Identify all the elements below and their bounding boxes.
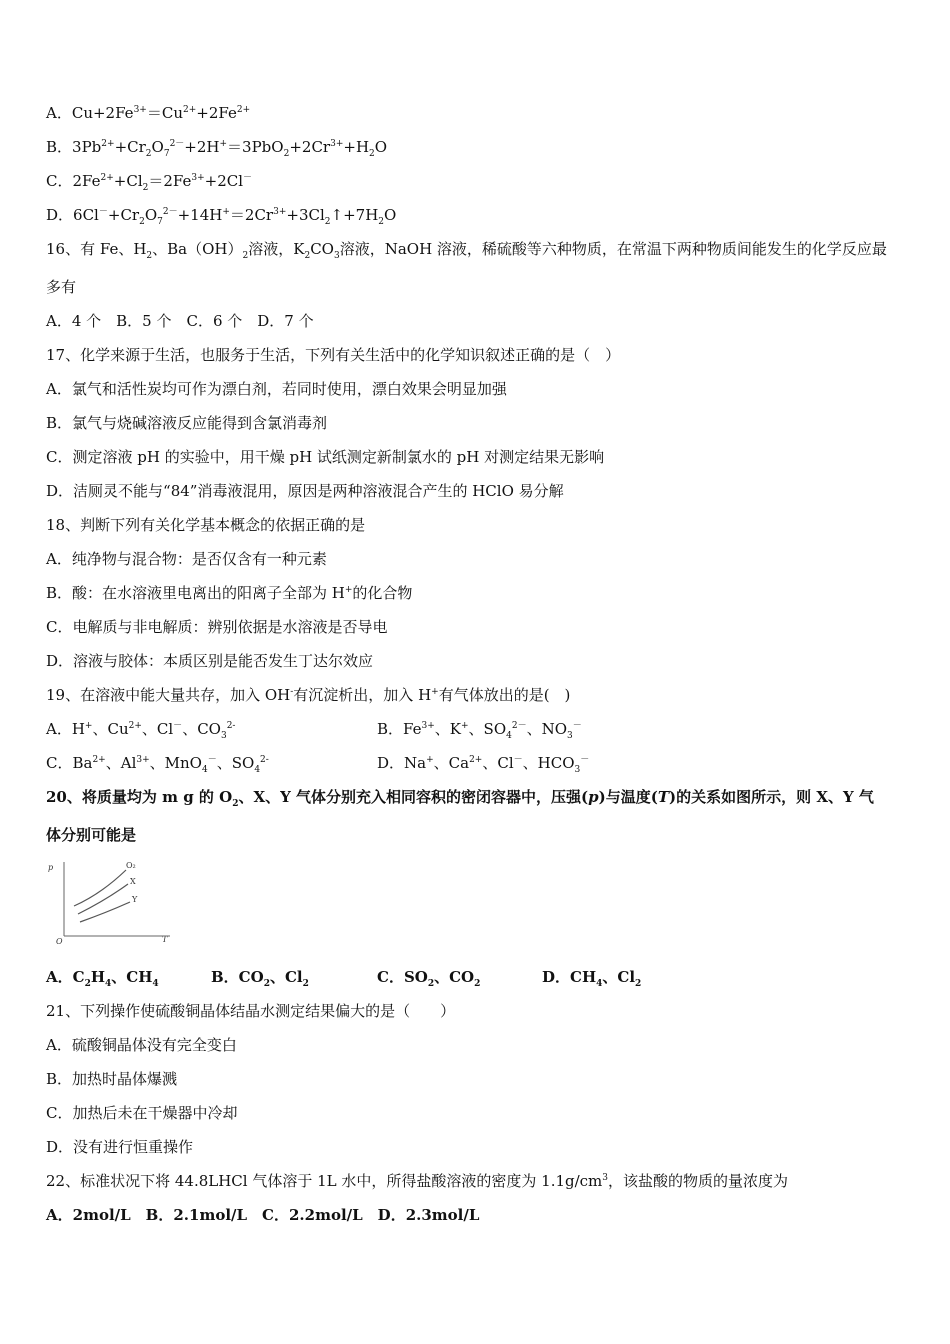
q20-stem-cont: 体分别可能是: [46, 826, 137, 844]
q15-option-b: B．$3Pb^{2+}+Cr_2O_7^{2-}+2H^+=3PbO_2+2Cr^{3+}+H_2O$: [46, 138, 388, 159]
q19-option-d: D．Na+、$Ca^{2+}$、Cl－、$HCO_3^-$: [377, 754, 590, 775]
q16-stem: 16、有 Fe、$H_2$、$Ba(OH)_2$溶液，$K_2CO_3$溶液，NaOH 溶液，稀硫酸等六种物质，在常温下两种物质间能发生的化学反应最: [46, 240, 887, 261]
curve-o2: [74, 870, 126, 906]
q18-option-d: D．溶液与胶体：本质区别是能否发生丁达尔效应: [46, 652, 374, 670]
curve-y: [80, 902, 130, 922]
y-axis-label: p: [48, 863, 54, 872]
q16-options: A．4 个 B．5 个 C．6 个 D．7 个: [46, 312, 314, 330]
q19-stem: 19、在溶液中能大量共存，加入 OH-有沉淀析出，加入 H+有气体放出的是( ): [46, 686, 571, 704]
q17-stem: 17、化学来源于生活，也服务于生活，下列有关生活中的化学知识叙述正确的是（ ）: [46, 346, 621, 364]
q19-option-b: B．$Fe^{3+}$、K+、$SO_4^{2-}$、$NO_3^-$: [377, 720, 582, 741]
q18-stem: 18、判断下列有关化学基本概念的依据正确的是: [46, 516, 366, 534]
q16-stem-cont: 多有: [46, 278, 77, 296]
q17-option-a: A．氯气和活性炭均可作为漂白剂，若同时使用，漂白效果会明显加强: [46, 380, 507, 398]
q17-option-d: D．洁厕灵不能与“84”消毒液混用，原因是两种溶液混合产生的 HClO 易分解: [46, 482, 564, 500]
curve-label-x: X: [130, 877, 136, 886]
q18-option-a: A．纯净物与混合物：是否仅含有一种元素: [46, 550, 327, 568]
q21-option-a: A．硫酸铜晶体没有完全变白: [46, 1036, 237, 1054]
q20-option-c: C．$SO_2$、$CO_2$: [377, 968, 481, 989]
q20-option-b: B．$CO_2$、$Cl_2$: [211, 968, 309, 989]
curve-label-o2: O₂: [126, 861, 136, 870]
q21-option-b: B．加热时晶体爆溅: [46, 1070, 178, 1088]
q22-options: A．2mol/L B．2.1mol/L C．2.2mol/L D．2.3mol/L: [46, 1206, 480, 1224]
q18-option-c: C．电解质与非电解质：辨别依据是水溶液是否导电: [46, 618, 388, 636]
q15-option-c: C．$2Fe^{2+}+Cl_2=2Fe^{3+}+2Cl^-$: [46, 172, 253, 193]
q22-stem: 22、标准状况下将 44.8LHCl 气体溶于 1L 水中，所得盐酸溶液的密度为 $1.1g/cm^3$，该盐酸的物质的量浓度为: [46, 1172, 789, 1190]
q20-option-a: A．$C_2H_4$、$CH_4$: [46, 968, 159, 989]
q19-option-a: A．H+、$Cu^{2+}$、Cl－、$CO_3^{2-}$: [46, 720, 236, 741]
q18-option-b: B．酸：在水溶液里电离出的阳离子全部为 H+的化合物: [46, 584, 413, 602]
q21-stem: 21、下列操作使硫酸铜晶体结晶水测定结果偏大的是（ ）: [46, 1002, 456, 1020]
x-axis-label: T: [162, 935, 168, 944]
q17-option-b: B．氯气与烧碱溶液反应能得到含氯消毒剂: [46, 414, 328, 432]
origin-label: O: [56, 937, 63, 946]
q17-option-c: C．测定溶液 pH 的实验中，用干燥 pH 试纸测定新制氯水的 pH 对测定结果无影响: [46, 448, 605, 466]
q20-stem: 20、将质量均为 m g 的 $O_2$、X、Y 气体分别充入相同容积的密闭容器中，压强(p)与温度(T)的关系如图所示，则 X、Y 气: [46, 788, 874, 809]
q15-option-d: D．$6Cl^-+Cr_2O_7^{2-}+14H^+=2Cr^{3+}+3Cl_2↑+7H_2O$: [46, 206, 397, 227]
q21-option-d: D．没有进行恒重操作: [46, 1138, 194, 1156]
q19-option-c: C．$Ba^{2+}$、$Al^{3+}$、MnO$_4$－、$SO_4^{2-}$: [46, 754, 269, 775]
curve-label-y: Y: [132, 895, 138, 904]
q15-option-a: A．$Cu+2Fe^{3+}=Cu^{2+}+2Fe^{2+}$: [46, 104, 251, 122]
q20-option-d: D．$CH_4$、$Cl_2$: [542, 968, 642, 989]
q21-option-c: C．加热后未在干燥器中冷却: [46, 1104, 238, 1122]
q20-pt-graph: [46, 856, 176, 948]
